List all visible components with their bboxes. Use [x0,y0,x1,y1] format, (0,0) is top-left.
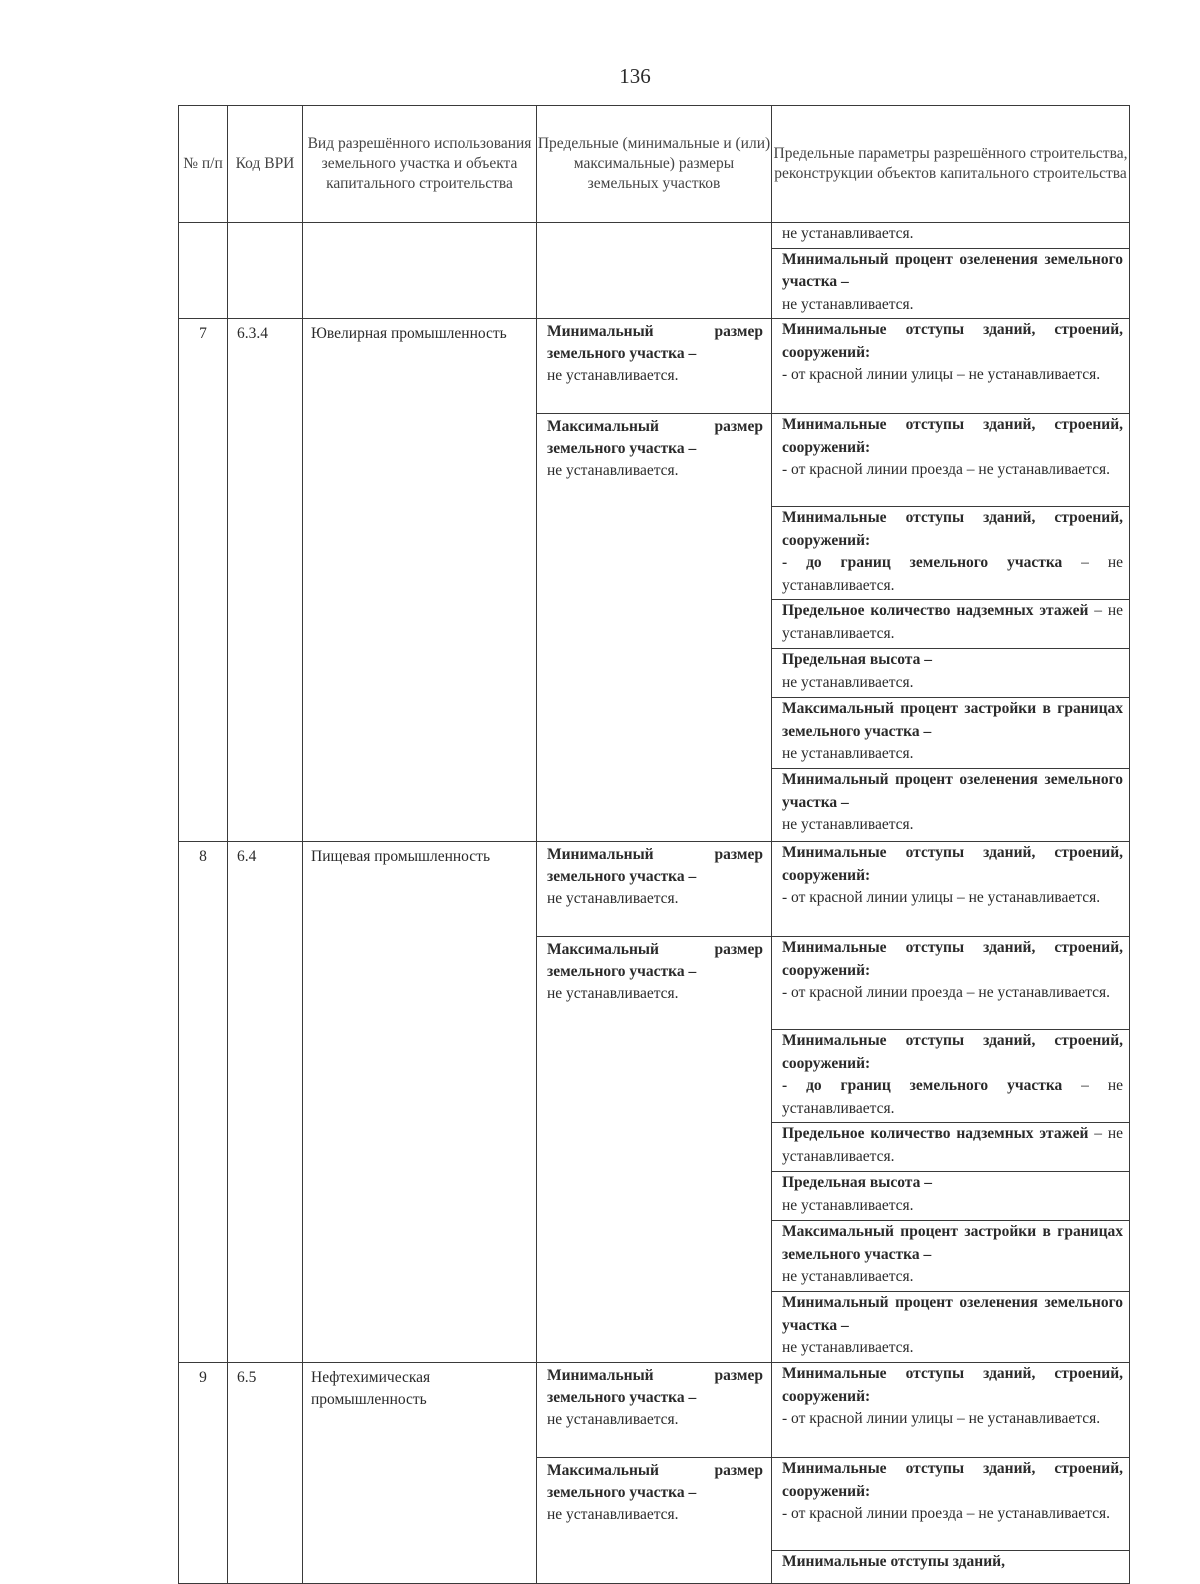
table-row [179,842,1130,937]
param-cell: Минимальные отступы зданий, строений, сооружений: - до границ земельного участка – не устанавливается. [772,507,1130,600]
continuation-row [179,223,1130,249]
vri-name: Ювелирная промышленность [303,319,537,842]
param-cell: Минимальные отступы зданий, строений, сооружений: - до границ земельного участка – не устанавливается. [772,1030,1130,1123]
vri-code: 6.4 [228,842,303,1363]
page-number: 136 [619,64,651,88]
param-cell: Минимальные отступы зданий, строений, сооружений: - от красной линии проезда – не устанавливается. [772,1458,1130,1551]
header-code: Код ВРИ [228,106,303,223]
param-cell: Минимальные отступы зданий, строений, сооружений: - от красной линии проезда – не устанавливается. [772,937,1130,1030]
param-cell: Максимальный процент застройки в границах земельного участка – не устанавливается. [772,1221,1130,1292]
param-cell: Минимальные отступы зданий, строений, сооружений: - от красной линии улицы – не устанавливается. [772,1363,1130,1458]
param-cell: Предельная высота – не устанавливается. [772,649,1130,698]
vri-name: Нефтехимическая промышленность [303,1363,537,1584]
max-size-cell: Максимальный размер земельного участка – не устанавливается. [537,937,772,1363]
param-cell: Максимальный процент застройки в границах земельного участка – не устанавливается. [772,698,1130,769]
param-cell: Минимальные отступы зданий, строений, сооружений: - от красной линии улицы – не устанавливается. [772,842,1130,937]
vri-code: 6.5 [228,1363,303,1584]
max-size-cell: Максимальный размер земельного участка – не устанавливается. [537,414,772,842]
vri-code: 6.3.4 [228,319,303,842]
table-row [179,1363,1130,1458]
min-size-cell: Минимальный размер земельного участка – не устанавливается. [537,842,772,937]
param-cell: Минимальные отступы зданий, строений, сооружений: - от красной линии улицы – не устанавливается. [772,319,1130,414]
row-number: 7 [179,319,228,842]
param-cell: Минимальные отступы зданий, строений, сооружений: - от красной линии проезда – не устанавливается. [772,414,1130,507]
param-cell: Минимальный процент озеленения земельного участка – не устанавливается. [772,1292,1130,1363]
param-cell: Минимальные отступы зданий, [772,1551,1130,1584]
regulations-table [178,105,1130,1584]
header-vri: Вид разрешённого использования земельного участка и объекта капитального строительства [303,106,537,223]
param-cell: не устанавливается. [772,223,1130,249]
param-cell: Предельное количество надземных этажей – не устанавливается. [772,600,1130,649]
header-row [179,106,1130,223]
min-size-cell: Минимальный размер земельного участка – не устанавливается. [537,1363,772,1458]
param-cell: Предельная высота – не устанавливается. [772,1172,1130,1221]
param-cell: Минимальный процент озеленения земельного участка – не устанавливается. [772,769,1130,842]
vri-name: Пищевая промышленность [303,842,537,1363]
row-number: 8 [179,842,228,1363]
header-num: № п/п [179,106,228,223]
param-cell: Минимальный процент озеленения земельного участка – не устанавливается. [772,248,1130,319]
header-params: Предельные параметры разрешённого строительства, реконструкции объектов капитального строительства [772,106,1130,223]
header-size: Предельные (минимальные и (или) максимальные) размеры земельных участков [537,106,772,223]
table-row [179,319,1130,414]
row-number: 9 [179,1363,228,1584]
max-size-cell: Максимальный размер земельного участка – не устанавливается. [537,1458,772,1584]
param-cell: Предельное количество надземных этажей – не устанавливается. [772,1123,1130,1172]
min-size-cell: Минимальный размер земельного участка – не устанавливается. [537,319,772,414]
